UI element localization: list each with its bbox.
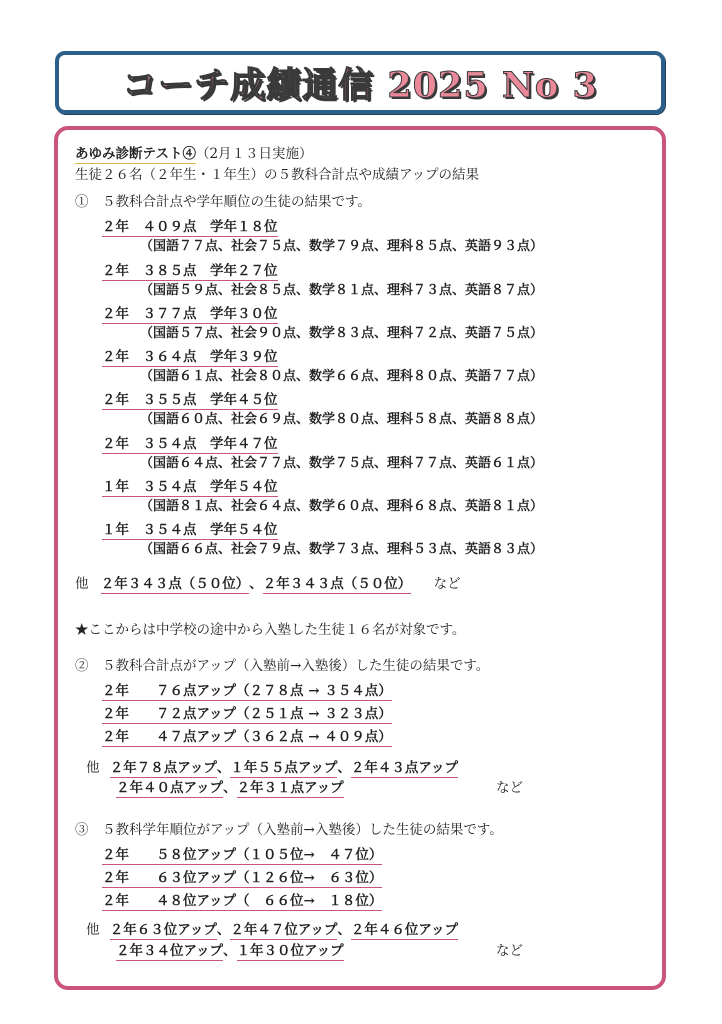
section1-entry-main: ２年 ３５４点 学年４７位 (102, 436, 278, 452)
test-name: あゆみ診断テスト④ (75, 146, 196, 162)
section1-entry-main: ２年 ３５５点 学年４５位 (102, 392, 278, 408)
section1-entry-main: ２年 ３８５点 学年２７位 (102, 263, 278, 279)
section2-heading: ② ５教科合計点がアップ（入塾前→入塾後）した生徒の結果です。 (75, 658, 490, 674)
intro-line (75, 146, 313, 164)
section3-others-row2: ２年３４位アップ、１年３０位アップ (116, 943, 344, 959)
test-date: （2月１３日実施） (195, 146, 313, 162)
section1-entry-detail: （国語６４点、社会７７点、数学７５点、理科７７点、英語６１点） (140, 456, 544, 471)
section3-entry: ２年 ６３位アップ（１２６位→ ６３位） (102, 870, 383, 886)
section1-entry-main: ２年 ４０９点 学年１８位 (102, 219, 278, 235)
section2-others-suffix: など (496, 780, 523, 796)
section3-entry: ２年 ５８位アップ（１０５位→ ４７位） (102, 847, 383, 863)
section1-entry-detail: （国語６６点、社会７９点、数学７３点、理科５３点、英語８３点） (140, 542, 544, 557)
intro-description: 生徒２６名（２年生・１年生）の５教科合計点や成績アップの結果 (75, 167, 480, 183)
section1-entry-detail: （国語６１点、社会８０点、数学６６点、理科８０点、英語７７点） (140, 369, 544, 384)
section1-entry-detail: （国語８１点、社会６４点、数学６０点、理科６８点、英語８１点） (140, 499, 544, 514)
section1-entry-main: ２年 ３６４点 学年３９位 (102, 349, 278, 365)
section1-entry-detail: （国語６０点、社会６９点、数学８０点、理科５８点、英語８８点） (140, 412, 544, 427)
page-title: コーチ成績通信 2025 No 3 (122, 64, 598, 106)
section1-entry-detail: （国語７７点、社会７５点、数学７９点、理科８５点、英語９３点） (140, 239, 544, 254)
notice: ★ここからは中学校の途中から入塾した生徒１６名が対象です。 (75, 622, 466, 638)
section2-entry: ２年 ４７点アップ（３６２点 → ４０９点） (102, 729, 392, 745)
section2-others: 他 ２年７８点アップ、１年５５点アップ、２年４３点アップ (86, 760, 458, 776)
others-label: 他 (75, 576, 89, 592)
section1-entry-main: １年 ３５４点 学年５４位 (102, 522, 278, 538)
section1-heading: ① ５教科合計点や学年順位の生徒の結果です。 (75, 194, 371, 210)
section2-others-row2: ２年４０点アップ、２年３１点アップ (116, 780, 344, 796)
section1-entry-main: １年 ３５４点 学年５４位 (102, 479, 278, 495)
section1-entry-detail: （国語５９点、社会８５点、数学８１点、理科７３点、英語８７点） (140, 283, 544, 298)
title-box (55, 51, 665, 114)
section3-others: 他 ２年６３位アップ、２年４７位アップ、２年４６位アップ (86, 922, 458, 938)
section1-others: 他 ２年３４３点（５０位）、２年３４３点（５０位） など (75, 576, 461, 592)
section1-entry-main: ２年 ３７７点 学年３０位 (102, 306, 278, 322)
section3-others-suffix: など (496, 943, 523, 959)
section2-entry: ２年 ７２点アップ（２５１点 → ３２３点） (102, 706, 392, 722)
section3-heading: ③ ５教科学年順位がアップ（入塾前→入塾後）した生徒の結果です。 (75, 822, 503, 838)
section2-entry: ２年 ７６点アップ（２７８点 → ３５４点） (102, 683, 392, 699)
section1-entry-detail: （国語５７点、社会９０点、数学８３点、理科７２点、英語７５点） (140, 326, 544, 341)
section3-entry: ２年 ４８位アップ（ ６６位→ １８位） (102, 893, 383, 909)
